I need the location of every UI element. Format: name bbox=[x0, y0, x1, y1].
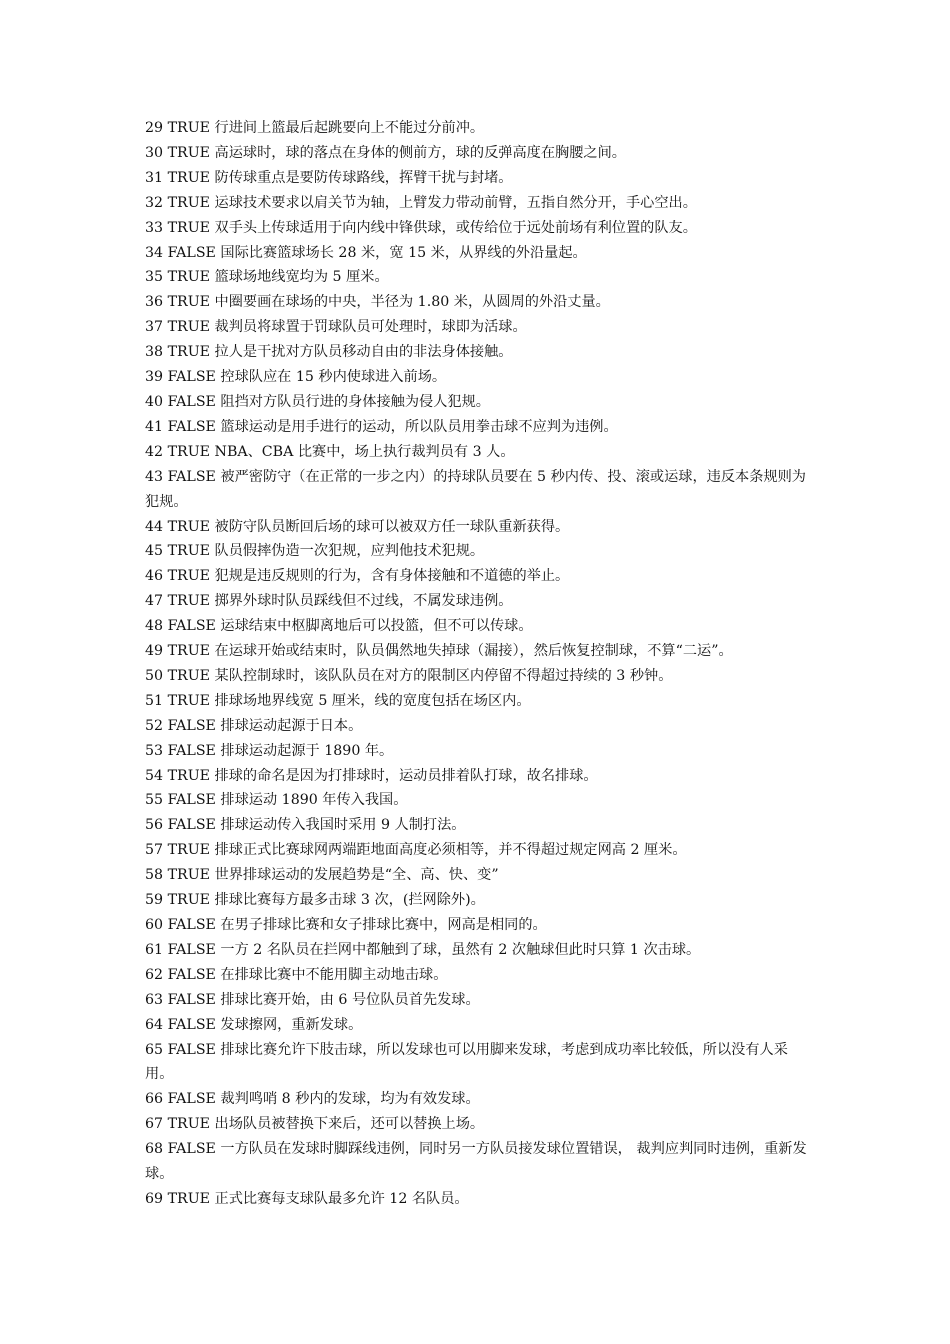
document-line: 60 FALSE 在男子排球比赛和女子排球比赛中，网高是相同的。 bbox=[145, 917, 547, 933]
document-line: 30 TRUE 高运球时，球的落点在身体的侧前方，球的反弹高度在胸腰之间。 bbox=[145, 144, 626, 161]
document-line: 45 TRUE 队员假摔伪造一次犯规，应判他技术犯规。 bbox=[145, 543, 485, 560]
document-line: 42 TRUE NBA、CBA 比赛中，场上执行裁判员有 3 人。 bbox=[145, 443, 515, 460]
document-line: 58 TRUE 世界排球运动的发展趋势是“全、高、快、变” bbox=[145, 867, 499, 884]
document-line: 56 FALSE 排球运动传入我国时采用 9 人制打法。 bbox=[145, 817, 466, 834]
document-line: 53 FALSE 排球运动起源于 1890 年。 bbox=[145, 742, 394, 759]
document-line: 68 FALSE 一方队员在发球时脚踩线违例，同时另一方队员接发球位置错误， 裁判应判同时违例，重新发球。 bbox=[145, 1141, 807, 1183]
document-line: 66 FALSE 裁判鸣哨 8 秒内的发球，均为有效发球。 bbox=[145, 1091, 480, 1108]
document-line: 44 TRUE 被防守队员断回后场的球可以被双方任一球队重新获得。 bbox=[145, 518, 570, 535]
document-line: 43 FALSE 被严密防守（在正常的一步之内）的持球队员要在 5 秒内传、投、滚或运球，违反本条规则为犯规。 bbox=[145, 468, 806, 510]
document-line: 64 FALSE 发球擦网，重新发球。 bbox=[145, 1016, 363, 1033]
document-line: 41 FALSE 篮球运动是用手进行的运动，所以队员用拳击球不应判为违例。 bbox=[145, 418, 618, 435]
document-line: 65 FALSE 排球比赛允许下肢击球，所以发球也可以用脚来发球，考虑到成功率比较低，所以没有人采用。 bbox=[145, 1041, 788, 1083]
document-line: 35 TRUE 篮球场地线宽均为 5 厘米。 bbox=[145, 269, 389, 286]
document-line: 34 FALSE 国际比赛篮球场长 28 米，宽 15 米，从界线的外沿量起。 bbox=[145, 244, 587, 261]
document-line: 31 TRUE 防传球重点是要防传球路线，挥臂干扰与封堵。 bbox=[145, 169, 513, 186]
document-line: 52 FALSE 排球运动起源于日本。 bbox=[145, 717, 363, 734]
document-line: 57 TRUE 排球正式比赛球网两端距地面高度必须相等，并不得超过规定网高 2 厘米。 bbox=[145, 842, 687, 859]
document-line: 39 FALSE 控球队应在 15 秒内使球进入前场。 bbox=[145, 369, 447, 386]
document-line: 40 FALSE 阻挡对方队员行进的身体接触为侵人犯规。 bbox=[145, 393, 490, 410]
document-line: 47 TRUE 掷界外球时队员踩线但不过线，不属发球违例。 bbox=[145, 593, 513, 610]
document-line: 54 TRUE 排球的命名是因为打排球时，运动员排着队打球，故名排球。 bbox=[145, 767, 598, 784]
document-line: 33 TRUE 双手头上传球适用于向内线中锋供球，或传给位于远处前场有利位置的队友。 bbox=[145, 219, 697, 236]
document-line: 36 TRUE 中圈要画在球场的中央，半径为 1.80 米，从圆周的外沿丈量。 bbox=[145, 294, 610, 311]
document-body bbox=[145, 116, 810, 1212]
document-line: 32 TRUE 运球技术要求以肩关节为轴，上臂发力带动前臂，五指自然分开，手心空出。 bbox=[145, 194, 697, 211]
document-line: 61 FALSE 一方 2 名队员在拦网中都触到了球，虽然有 2 次触球但此时只算 1 次击球。 bbox=[145, 941, 701, 958]
document-line: 63 FALSE 排球比赛开始，由 6 号位队员首先发球。 bbox=[145, 991, 480, 1008]
document-line: 69 TRUE 正式比赛每支球队最多允许 12 名队员。 bbox=[145, 1190, 469, 1207]
document-line: 67 TRUE 出场队员被替换下来后，还可以替换上场。 bbox=[145, 1116, 485, 1133]
document-line: 48 FALSE 运球结束中枢脚离地后可以投篮，但不可以传球。 bbox=[145, 618, 533, 635]
document-line: 51 TRUE 排球场地界线宽 5 厘米，线的宽度包括在场区内。 bbox=[145, 692, 531, 709]
document-line: 50 TRUE 某队控制球时，该队队员在对方的限制区内停留不得超过持续的 3 秒钟。 bbox=[145, 667, 673, 684]
document-line: 38 TRUE 拉人是干扰对方队员移动自由的非法身体接触。 bbox=[145, 344, 513, 361]
document-line: 37 TRUE 裁判员将球置于罚球队员可处理时，球即为活球。 bbox=[145, 319, 527, 336]
document-line: 29 TRUE 行进间上篮最后起跳要向上不能过分前冲。 bbox=[145, 120, 485, 136]
document-line: 49 TRUE 在运球开始或结束时，队员偶然地失掉球（漏接），然后恢复控制球，不算“二运”。 bbox=[145, 643, 733, 660]
document-line: 62 FALSE 在排球比赛中不能用脚主动地击球。 bbox=[145, 966, 448, 983]
document-line: 59 TRUE 排球比赛每方最多击球 3 次，(拦网除外)。 bbox=[145, 892, 485, 909]
document-line: 46 TRUE 犯规是违反规则的行为，含有身体接触和不道德的举止。 bbox=[145, 568, 570, 585]
document-line: 55 FALSE 排球运动 1890 年传入我国。 bbox=[145, 792, 408, 809]
